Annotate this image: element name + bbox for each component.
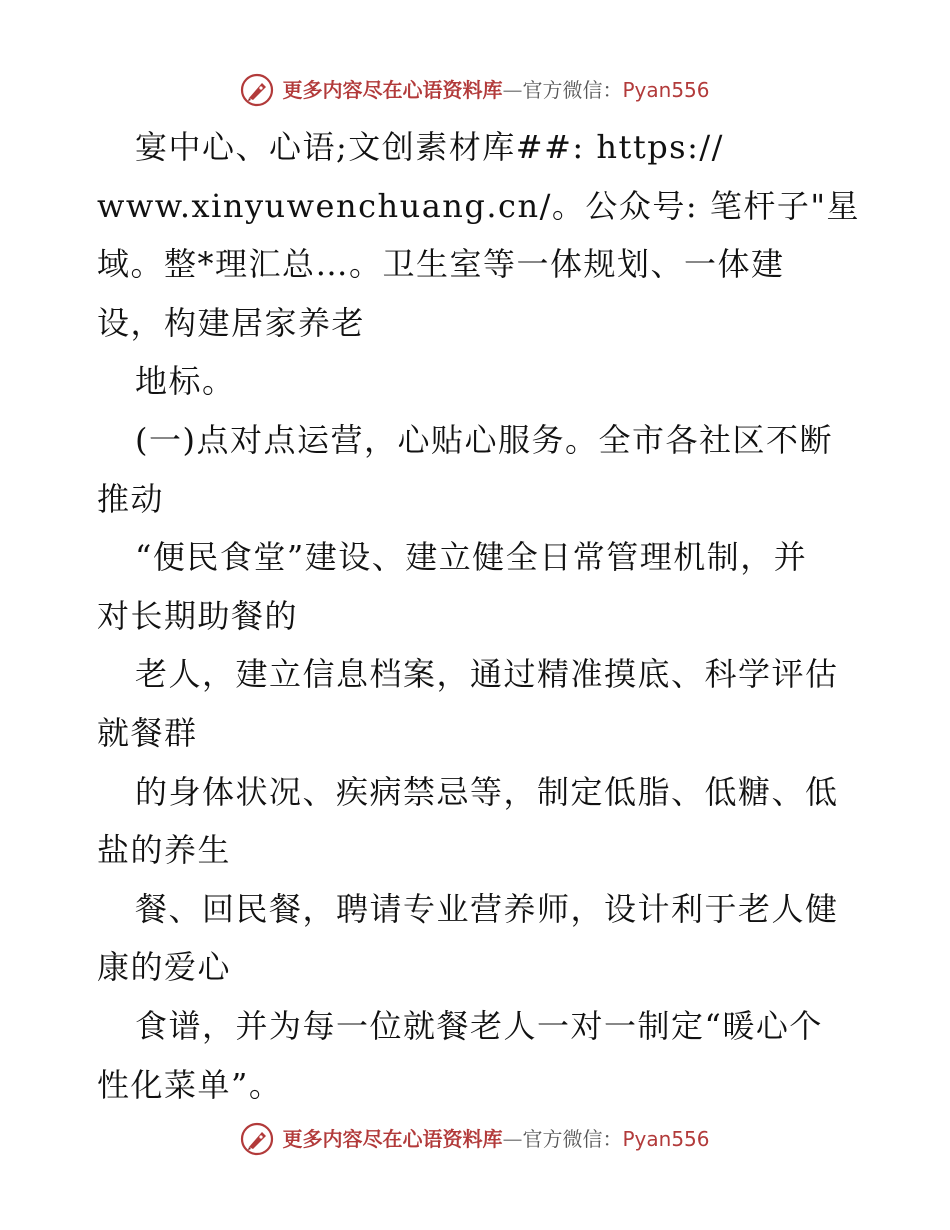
footer-banner-separator: — [502,1127,523,1151]
body-line: www.xinyuwenchuang.cn/。公众号: 笔杆子"星 [97,186,861,225]
header-banner-separator: — [502,78,523,102]
body-line: 的身体状况、疾病禁忌等，制定低脂、低糖、低 [135,772,839,811]
pen-nib-logo-icon [240,73,274,107]
body-line: “便民食堂”建设、建立健全日常管理机制，并 [135,538,808,577]
header-banner-text [282,72,709,108]
pen-nib-logo-icon [240,1122,274,1156]
header-banner-wechat-id: Pyan556 [622,78,710,102]
body-line: 食谱，并为每一位就餐老人一对一制定“暖心个 [135,1006,823,1045]
body-line: 康的爱心 [97,948,232,987]
footer-banner-sub: 官方微信： [522,1127,623,1151]
body-line: 宴中心、心语;文创素材库##: https:// [135,128,724,166]
body-line: 老人，建立信息档案，通过精准摸底、科学评估 [135,655,839,694]
header-banner [0,72,950,108]
footer-banner-text [282,1121,709,1157]
header-banner-main: 更多内容尽在心语资料库 [282,78,503,102]
body-line: 设，构建居家养老 [97,303,366,342]
body-line: (一)点对点运营，心贴心服务。全市各社区不断 [135,420,833,459]
body-line: 就餐群 [97,713,198,752]
header-banner-sub: 官方微信： [522,78,623,102]
document-body [97,118,867,1114]
body-line: 对长期助餐的 [97,596,299,635]
body-line: 推动 [97,479,165,518]
footer-banner [0,1121,950,1157]
body-line: 盐的养生 [97,831,232,870]
footer-banner-main: 更多内容尽在心语资料库 [282,1127,503,1151]
footer-banner-wechat-id: Pyan556 [622,1127,710,1151]
body-line: 地标。 [135,362,236,401]
body-line: 餐、回民餐，聘请专业营养师，设计利于老人健 [135,889,839,928]
body-line: 性化菜单”。 [97,1065,283,1104]
body-line: 域。整*理汇总…。卫生室等一体规划、一体建 [97,245,785,284]
